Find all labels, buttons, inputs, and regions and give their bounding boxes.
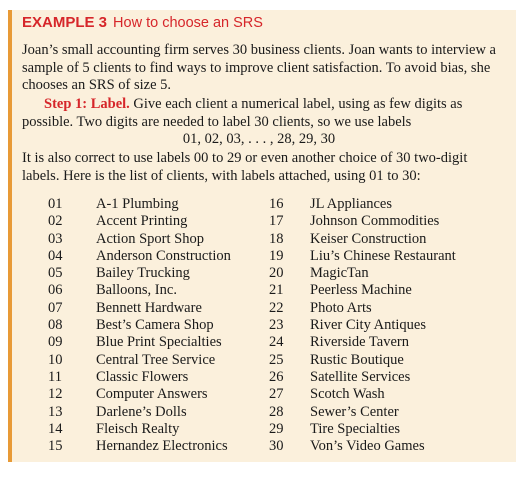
client-name: MagicTan [310, 265, 369, 282]
list-item [22, 196, 502, 213]
client-name: Sewer’s Center [310, 403, 399, 420]
labels-line: 01, 02, 03, . . . , 28, 29, 30 [182, 131, 336, 147]
client-number: 23 [269, 317, 284, 334]
client-name: Rustic Boutique [310, 351, 404, 368]
client-name: Anderson Construction [96, 247, 231, 264]
client-list [22, 196, 502, 455]
client-number: 17 [269, 213, 284, 230]
client-name: Balloons, Inc. [96, 282, 177, 299]
client-number: 09 [48, 334, 63, 351]
client-name: Liu’s Chinese Restaurant [310, 247, 456, 264]
client-number: 26 [269, 368, 284, 385]
client-number: 29 [269, 420, 284, 437]
client-name: Computer Answers [96, 386, 208, 403]
list-item [22, 438, 502, 455]
list-item [22, 282, 502, 299]
client-name: Bailey Trucking [96, 265, 190, 282]
client-number: 01 [48, 196, 63, 212]
client-number: 28 [269, 403, 284, 420]
client-name: Riverside Tavern [310, 334, 409, 351]
client-name: River City Antiques [310, 317, 426, 334]
client-name: A-1 Plumbing [96, 196, 179, 212]
client-name: Blue Print Specialties [96, 334, 222, 351]
client-name: Von’s Video Games [310, 438, 425, 455]
client-name: JL Appliances [310, 196, 393, 212]
list-item [22, 369, 502, 386]
client-number: 04 [48, 247, 63, 264]
client-number: 16 [269, 196, 284, 212]
client-name: Central Tree Service [96, 351, 216, 368]
step1-text: Give each client a numerical label, using as few digits as possible. Two digits are needed to label 30 clients, so we use labels [22, 96, 463, 130]
list-item [22, 404, 502, 421]
client-name: Classic Flowers [96, 368, 189, 385]
example-title: How to choose an SRS [113, 15, 263, 31]
list-item [22, 300, 502, 317]
client-name: Hernandez Electronics [96, 438, 228, 455]
client-number: 08 [48, 317, 63, 334]
client-number: 19 [269, 247, 284, 264]
list-item [22, 334, 502, 351]
client-number: 24 [269, 334, 284, 351]
client-name: Accent Printing [96, 213, 188, 230]
list-item [22, 248, 502, 265]
client-number: 10 [48, 351, 63, 368]
client-name: Action Sport Shop [96, 230, 204, 247]
client-number: 03 [48, 230, 63, 247]
list-item [22, 231, 502, 248]
client-number: 14 [48, 420, 63, 437]
client-name: Peerless Machine [310, 282, 412, 299]
client-number: 13 [48, 403, 63, 420]
step1-paragraph [22, 96, 496, 149]
client-number: 12 [48, 386, 63, 403]
list-item [22, 317, 502, 334]
client-number: 15 [48, 438, 63, 455]
client-number: 05 [48, 265, 63, 282]
client-number: 07 [48, 299, 63, 316]
client-name: Best’s Camera Shop [96, 317, 214, 334]
client-number: 25 [269, 351, 284, 368]
list-item [22, 213, 502, 230]
client-name: Bennett Hardware [96, 299, 202, 316]
client-name: Scotch Wash [310, 386, 385, 403]
list-item [22, 352, 502, 369]
client-number: 27 [269, 386, 284, 403]
client-name: Satellite Services [310, 368, 411, 385]
client-number: 21 [269, 282, 284, 299]
client-number: 02 [48, 213, 63, 230]
list-item [22, 265, 502, 282]
client-number: 22 [269, 299, 284, 316]
client-name: Johnson Commodities [310, 213, 440, 230]
list-item [22, 421, 502, 438]
step1-heading: Step 1: Label. [44, 96, 130, 112]
list-item [22, 386, 502, 403]
client-number: 20 [269, 265, 284, 282]
client-number: 06 [48, 282, 63, 299]
example-label: EXAMPLE 3 [22, 14, 108, 31]
client-name: Tire Specialties [310, 420, 401, 437]
client-name: Fleisch Realty [96, 420, 180, 437]
client-name: Keiser Construction [310, 230, 427, 247]
client-number: 18 [269, 230, 284, 247]
client-name: Photo Arts [310, 299, 372, 316]
client-number: 11 [48, 368, 62, 385]
client-number: 30 [269, 438, 284, 455]
intro-paragraph: Joan’s small accounting firm serves 30 business clients. Joan wants to interview a sample of 5 clients to find ways to improve client satisfaction. To avoid bias, she chooses an SRS of size 5. [22, 42, 496, 93]
note-paragraph: It is also correct to use labels 00 to 29 or even another choice of 30 two-digit labels. Here is the list of clients, with labels attached, using 01 to 30: [22, 150, 468, 184]
client-name: Darlene’s Dolls [96, 403, 187, 420]
example-heading [22, 14, 263, 31]
